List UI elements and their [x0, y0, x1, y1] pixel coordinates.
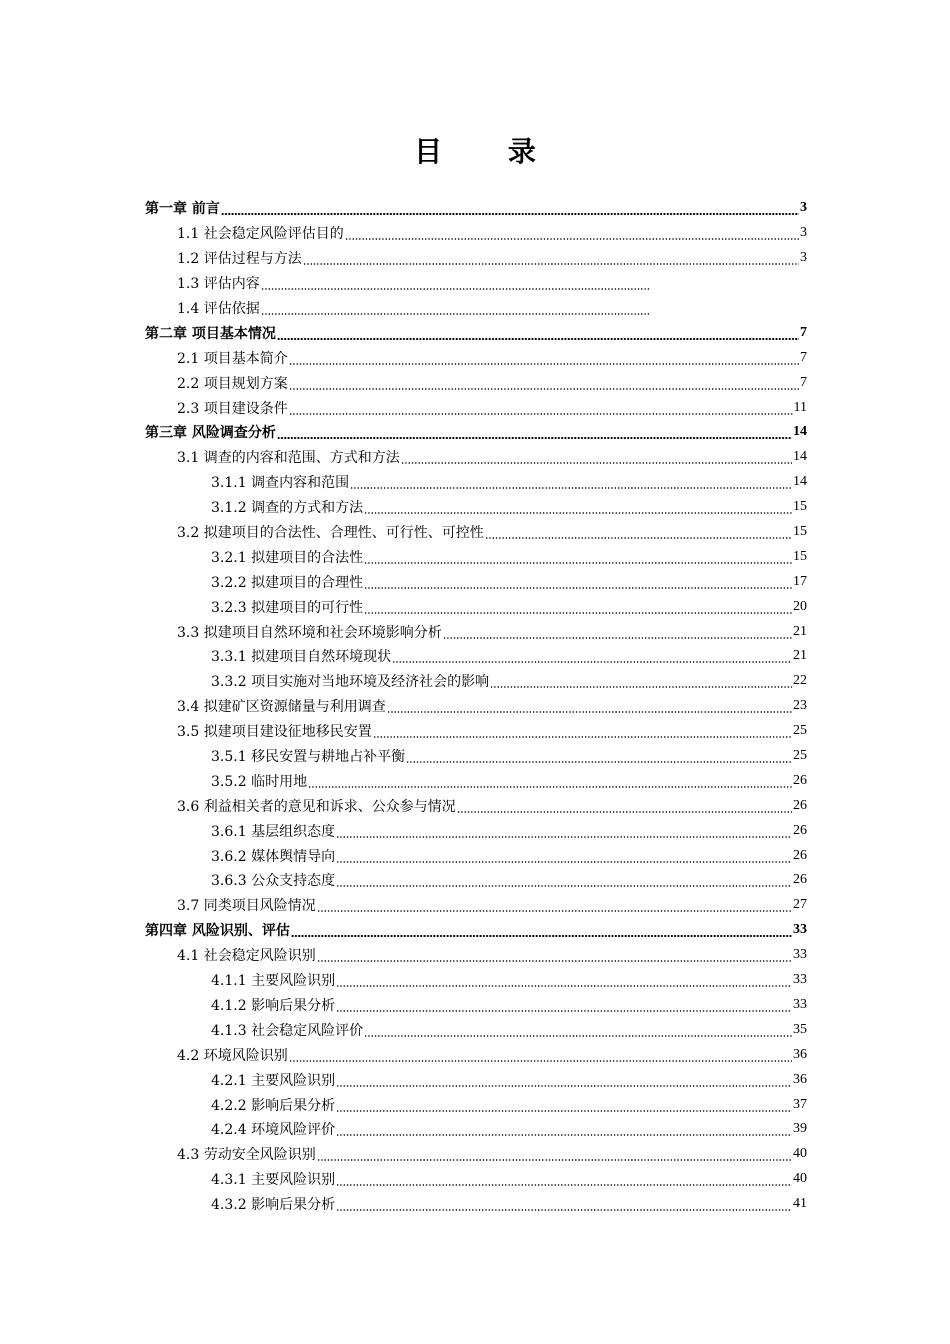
toc-entry-page-number: 35 — [793, 1021, 807, 1037]
toc-dot-leader — [336, 1173, 792, 1187]
toc-dot-leader — [336, 999, 792, 1013]
toc-entry-label: 3.3 拟建项目自然环境和社会环境影响分析 — [177, 624, 442, 641]
toc-entry[interactable] — [145, 544, 807, 569]
toc-dot-leader — [289, 402, 793, 416]
toc-dot-leader — [308, 775, 792, 789]
toc-entry-label: 2.3 项目建设条件 — [177, 400, 288, 417]
toc-entry-page-number: 25 — [793, 748, 807, 764]
toc-dot-leader — [317, 899, 792, 913]
toc-dot-leader — [289, 1049, 792, 1063]
toc-entry-page-number: 23 — [793, 698, 807, 714]
toc-entry[interactable] — [145, 445, 807, 470]
toc-entry[interactable] — [145, 495, 807, 520]
toc-dot-leader — [336, 874, 792, 888]
toc-dot-leader — [317, 949, 792, 963]
toc-entry-page-number: 3 — [800, 250, 807, 266]
toc-entry-label: 3.7 同类项目风险情况 — [177, 898, 316, 915]
toc-entry[interactable] — [145, 221, 807, 246]
toc-entry-label: 2.1 项目基本简介 — [177, 350, 288, 367]
toc-entry-label: 3.2.2 拟建项目的合理性 — [211, 574, 364, 591]
toc-entry[interactable] — [145, 1092, 807, 1117]
toc-entry-page-number: 33 — [793, 947, 807, 963]
toc-entry-page-number: 37 — [793, 1096, 807, 1112]
toc-dot-leader — [490, 675, 792, 689]
toc-entry-label: 3.6.3 公众支持态度 — [211, 873, 336, 890]
toc-entry-label: 3.6.1 基层组织态度 — [211, 823, 336, 840]
toc-entry-page-number: 14 — [793, 449, 807, 465]
toc-entry[interactable] — [145, 420, 807, 445]
toc-entry-label: 1.2 评估过程与方法 — [177, 251, 302, 268]
toc-entry[interactable] — [145, 644, 807, 669]
toc-entry-page-number: 36 — [793, 1046, 807, 1062]
toc-entry-page-number: 25 — [793, 723, 807, 739]
toc-entry-page-number: 14 — [793, 474, 807, 490]
toc-entry[interactable] — [145, 246, 807, 271]
toc-entry[interactable] — [145, 520, 807, 545]
toc-entry-label: 3.2.1 拟建项目的合法性 — [211, 549, 364, 566]
toc-entry-page-number: 15 — [793, 524, 807, 540]
toc-entry-label: 3.3.1 拟建项目自然环境现状 — [211, 649, 392, 666]
toc-entry-label: 第一章 前言 — [145, 201, 220, 218]
toc-dot-leader — [401, 451, 792, 465]
toc-entry[interactable] — [145, 569, 807, 594]
toc-entry-page-number: 27 — [793, 897, 807, 913]
toc-entry-label: 4.2.1 主要风险识别 — [211, 1072, 336, 1089]
toc-dot-leader — [277, 426, 792, 440]
toc-entry[interactable] — [145, 918, 807, 943]
toc-entry[interactable] — [145, 719, 807, 744]
toc-dot-leader — [350, 476, 792, 490]
toc-entry-page-number: 39 — [793, 1121, 807, 1137]
toc-entry-page-number: 17 — [793, 573, 807, 589]
toc-entry-label: 4.3.2 影响后果分析 — [211, 1197, 336, 1214]
toc-entry-label: 3.5 拟建项目建设征地移民安置 — [177, 724, 372, 741]
toc-entry[interactable] — [145, 320, 807, 345]
toc-dot-leader — [387, 700, 792, 714]
table-of-contents — [145, 196, 807, 1217]
toc-entry[interactable] — [145, 1192, 807, 1217]
toc-dot-leader — [364, 601, 792, 615]
toc-entry-page-number: 40 — [793, 1171, 807, 1187]
toc-entry[interactable] — [145, 744, 807, 769]
toc-dot-leader — [485, 526, 792, 540]
toc-entry[interactable] — [145, 619, 807, 644]
toc-dot-leader — [364, 501, 792, 515]
toc-entry[interactable] — [145, 793, 807, 818]
toc-dot-leader — [364, 576, 792, 590]
toc-dot-leader — [289, 377, 799, 391]
toc-entry[interactable] — [145, 594, 807, 619]
toc-dot-leader — [261, 302, 651, 316]
toc-entry-page-number: 20 — [793, 598, 807, 614]
toc-entry[interactable] — [145, 694, 807, 719]
toc-entry[interactable] — [145, 271, 807, 296]
toc-dot-leader — [345, 227, 799, 241]
toc-entry-label: 2.2 项目规划方案 — [177, 375, 288, 392]
toc-entry-label: 3.2.3 拟建项目的可行性 — [211, 599, 364, 616]
toc-entry[interactable] — [145, 818, 807, 843]
toc-dot-leader — [336, 1198, 792, 1212]
toc-entry-label: 4.2.2 影响后果分析 — [211, 1097, 336, 1114]
toc-entry-page-number: 3 — [800, 225, 807, 241]
toc-entry[interactable] — [145, 1017, 807, 1042]
toc-dot-leader — [303, 252, 799, 266]
toc-entry-label: 3.2 拟建项目的合法性、合理性、可行性、可控性 — [177, 525, 484, 542]
toc-entry-label: 3.3.2 项目实施对当地环境及经济社会的影响 — [211, 674, 490, 691]
toc-entry-page-number: 26 — [793, 822, 807, 838]
toc-entry[interactable] — [145, 1042, 807, 1067]
toc-entry[interactable] — [145, 843, 807, 868]
toc-dot-leader — [336, 1099, 792, 1113]
toc-entry-page-number: 7 — [800, 374, 807, 390]
toc-entry-label: 4.2 环境风险识别 — [177, 1047, 288, 1064]
toc-entry[interactable] — [145, 395, 807, 420]
toc-entry-label: 4.3 劳动安全风险识别 — [177, 1147, 316, 1164]
toc-entry-label: 第二章 项目基本情况 — [145, 325, 276, 342]
toc-entry-page-number: 14 — [793, 424, 807, 440]
toc-entry-page-number: 15 — [793, 548, 807, 564]
toc-entry-label: 3.6 利益相关者的意见和诉求、公众参与情况 — [177, 798, 456, 815]
toc-entry[interactable] — [145, 196, 807, 221]
toc-dot-leader — [336, 1123, 792, 1137]
toc-entry-label: 3.1 调查的内容和范围、方式和方法 — [177, 450, 400, 467]
toc-entry-page-number: 41 — [793, 1196, 807, 1212]
toc-entry[interactable] — [145, 893, 807, 918]
toc-dot-leader — [364, 1024, 792, 1038]
toc-entry[interactable] — [145, 1167, 807, 1192]
toc-entry-label: 第四章 风险识别、评估 — [145, 923, 290, 940]
toc-entry-page-number: 15 — [793, 499, 807, 515]
toc-entry[interactable] — [145, 768, 807, 793]
toc-entry[interactable] — [145, 1142, 807, 1167]
toc-entry-page-number: 26 — [793, 797, 807, 813]
toc-dot-leader — [457, 800, 792, 814]
toc-dot-leader — [336, 974, 792, 988]
toc-dot-leader — [336, 1074, 792, 1088]
toc-dot-leader — [364, 551, 792, 565]
toc-dot-leader — [291, 924, 792, 938]
toc-entry-label: 4.1.3 社会稳定风险评价 — [211, 1022, 364, 1039]
toc-entry-label: 1.1 社会稳定风险评估目的 — [177, 226, 344, 243]
toc-entry[interactable] — [145, 470, 807, 495]
toc-entry-page-number: 7 — [800, 349, 807, 365]
toc-entry-label: 1.3 评估内容 — [177, 276, 260, 293]
toc-entry[interactable] — [145, 943, 807, 968]
toc-entry[interactable] — [145, 296, 807, 321]
toc-entry-page-number: 3 — [800, 200, 807, 216]
toc-entry-label: 1.4 评估依据 — [177, 301, 260, 317]
toc-entry-page-number: 11 — [793, 399, 807, 415]
toc-entry-label: 4.1.1 主要风险识别 — [211, 973, 336, 990]
toc-entry[interactable] — [145, 1117, 807, 1142]
toc-entry-label: 3.4 拟建矿区资源储量与利用调查 — [177, 699, 386, 716]
toc-entry-label: 4.2.4 环境风险评价 — [211, 1122, 336, 1139]
toc-dot-leader — [317, 1148, 792, 1162]
toc-dot-leader — [336, 850, 792, 864]
toc-dot-leader — [336, 825, 792, 839]
toc-entry-page-number: 26 — [793, 772, 807, 788]
toc-entry-page-number: 26 — [793, 847, 807, 863]
toc-entry-label: 3.1.2 调查的方式和方法 — [211, 500, 364, 517]
toc-entry[interactable] — [145, 669, 807, 694]
toc-entry-page-number: 33 — [793, 972, 807, 988]
toc-entry[interactable] — [145, 993, 807, 1018]
toc-entry-page-number: 33 — [793, 996, 807, 1012]
toc-entry-page-number: 33 — [793, 922, 807, 938]
toc-entry-label: 3.5.2 临时用地 — [211, 773, 308, 790]
toc-entry-page-number: 7 — [800, 324, 807, 340]
toc-dot-leader — [443, 626, 792, 640]
toc-entry-label: 3.5.1 移民安置与耕地占补平衡 — [211, 749, 406, 766]
toc-dot-leader — [221, 202, 799, 216]
toc-entry[interactable] — [145, 370, 807, 395]
toc-dot-leader — [261, 277, 651, 291]
toc-entry-page-number: 40 — [793, 1146, 807, 1162]
toc-entry-page-number: 26 — [793, 872, 807, 888]
toc-dot-leader — [406, 750, 792, 764]
toc-entry-label: 4.1 社会稳定风险识别 — [177, 948, 316, 965]
toc-entry-page-number: 21 — [793, 623, 807, 639]
toc-entry-label: 3.6.2 媒体舆情导向 — [211, 848, 336, 865]
toc-entry-page-number: 21 — [793, 648, 807, 664]
toc-entry-page-number: 22 — [793, 673, 807, 689]
toc-title: 目 录 — [414, 135, 564, 168]
toc-entry-label: 4.1.2 影响后果分析 — [211, 997, 336, 1014]
toc-entry[interactable] — [145, 1067, 807, 1092]
toc-entry-label: 3.1.1 调查内容和范围 — [211, 475, 350, 492]
toc-dot-leader — [289, 352, 799, 366]
toc-entry-label: 4.3.1 主要风险识别 — [211, 1172, 336, 1189]
toc-entry[interactable] — [145, 345, 807, 370]
toc-dot-leader — [392, 650, 792, 664]
toc-entry-label: 第三章 风险调查分析 — [145, 425, 276, 442]
toc-dot-leader — [277, 327, 799, 341]
toc-dot-leader — [373, 725, 792, 739]
toc-entry[interactable] — [145, 968, 807, 993]
toc-entry-page-number: 36 — [793, 1071, 807, 1087]
toc-entry[interactable] — [145, 868, 807, 893]
